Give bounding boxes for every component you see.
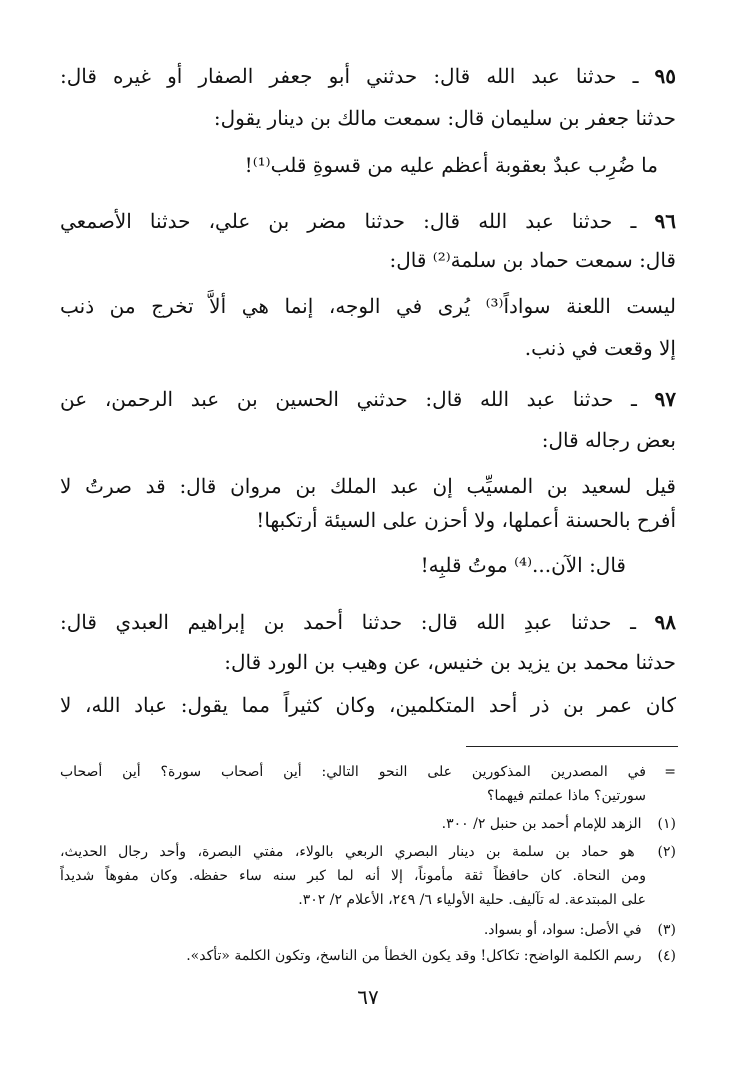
hadith-number-97: ٩٧ — [654, 387, 676, 411]
paragraph-98-line-2: حدثنا محمد بن يزيد بن خنيس، عن وهيب بن الورد قال: — [224, 650, 676, 674]
footnote-2-line-3: على المبتدعة. له تآليف. حلية الأولياء ٦/ ٢٤٩، الأعلام ٢/ ٣٠٢. — [298, 892, 646, 908]
paragraph-95-line-1: ٩٥ ـ حدثنا عبد الله قال: حدثني أبو جعفر الصفار أو غيره قال: — [60, 64, 677, 88]
paragraph-96-line-1: ٩٦ ـ حدثنا عبد الله قال: حدثنا مضر بن علي، حدثنا الأصمعي — [60, 209, 676, 233]
paragraph-96-line-2: قال: سمعت حماد بن سلمة⁽²⁾ قال: — [389, 248, 676, 272]
paragraph-97-quote-line-1: قيل لسعيد بن المسيِّب إن عبد الملك بن مروان قال: قد صرتُ لا — [60, 474, 676, 498]
paragraph-95-quote: ما ضُرِب عبدٌ بعقوبة أعظم عليه من قسوةِ قلب⁽¹⁾! — [244, 153, 658, 177]
paragraph-96-quote-line-2: إلا وقعت في ذنب. — [524, 336, 676, 360]
paragraph-95-line-2: حدثنا جعفر بن سليمان قال: سمعت مالك بن دينار يقول: — [213, 106, 676, 130]
footnote-continued-mark: = — [664, 764, 676, 780]
page-number: ٦٧ — [357, 985, 379, 1009]
paragraph-98-quote-line-1: كان عمر بن ذر أحد المتكلمين، وكان كثيراً مما يقول: عباد الله، لا — [60, 693, 676, 717]
paragraph-97-line-2: بعض رجاله قال: — [541, 428, 676, 452]
paragraph-97-line-1: ٩٧ ـ حدثنا عبد الله قال: حدثني الحسين بن عبد الرحمن، عن — [60, 387, 676, 411]
footnote-2-mark: (٢) — [657, 844, 677, 860]
footnote-3: (٣) في الأصل: سواد، أو بسواد. — [60, 919, 676, 941]
paragraph-97-quote-line-3: قال: الآن...⁽⁴⁾ موتُ قلبِه! — [420, 553, 626, 577]
paragraph-98-line-1: ٩٨ ـ حدثنا عبدِ الله قال: حدثنا أحمد بن إبراهيم العبدي قال: — [60, 610, 676, 634]
hadith-number-95: ٩٥ — [654, 64, 677, 88]
footnote-1-mark: (١) — [657, 816, 676, 832]
hadith-number-98: ٩٨ — [654, 610, 676, 634]
hadith-number-96: ٩٦ — [654, 209, 676, 233]
footnote-separator — [466, 746, 678, 747]
footnote-4: (٤) رسم الكلمة الواضح: تكاكل! وقد يكون الخطأ من الناسخ، وتكون الكلمة «تأكد». — [60, 945, 676, 967]
footnote-2-line-1: (٢) هو حماد بن سلمة بن دينار البصري الربعي بالولاء، مفتي البصرة، وأحد رجال الحديث، — [60, 841, 676, 863]
footnote-2-line-2: ومن النحاة. كان حافظاً ثقة مأموناً، إلا أنه لما كبر سنه ساء حفظه. وكان مفوهاً شديداً — [60, 868, 646, 884]
footnote-3-mark: (٣) — [657, 922, 676, 938]
paragraph-96-quote-line-1: ليست اللعنة سواداً⁽³⁾ يُرى في الوجه، إنما هي ألاَّ تخرج من ذنب — [60, 294, 676, 318]
footnote-4-mark: (٤) — [657, 948, 676, 964]
footnote-1: (١) الزهد للإمام أحمد بن حنبل ٢/ ٣٠٠. — [60, 813, 676, 835]
footnote-continued-line-2: سورتين؟ ماذا عملتم فيهما؟ — [487, 788, 646, 804]
footnote-continued-line-1: =في المصدرين المذكورين على النحو التالي: أين أصحاب سورة؟ أين أصحاب — [60, 761, 676, 783]
paragraph-97-quote-line-2: أفرح بالحسنة أعملها، ولا أحزن على السيئة أرتكبها! — [256, 508, 676, 532]
